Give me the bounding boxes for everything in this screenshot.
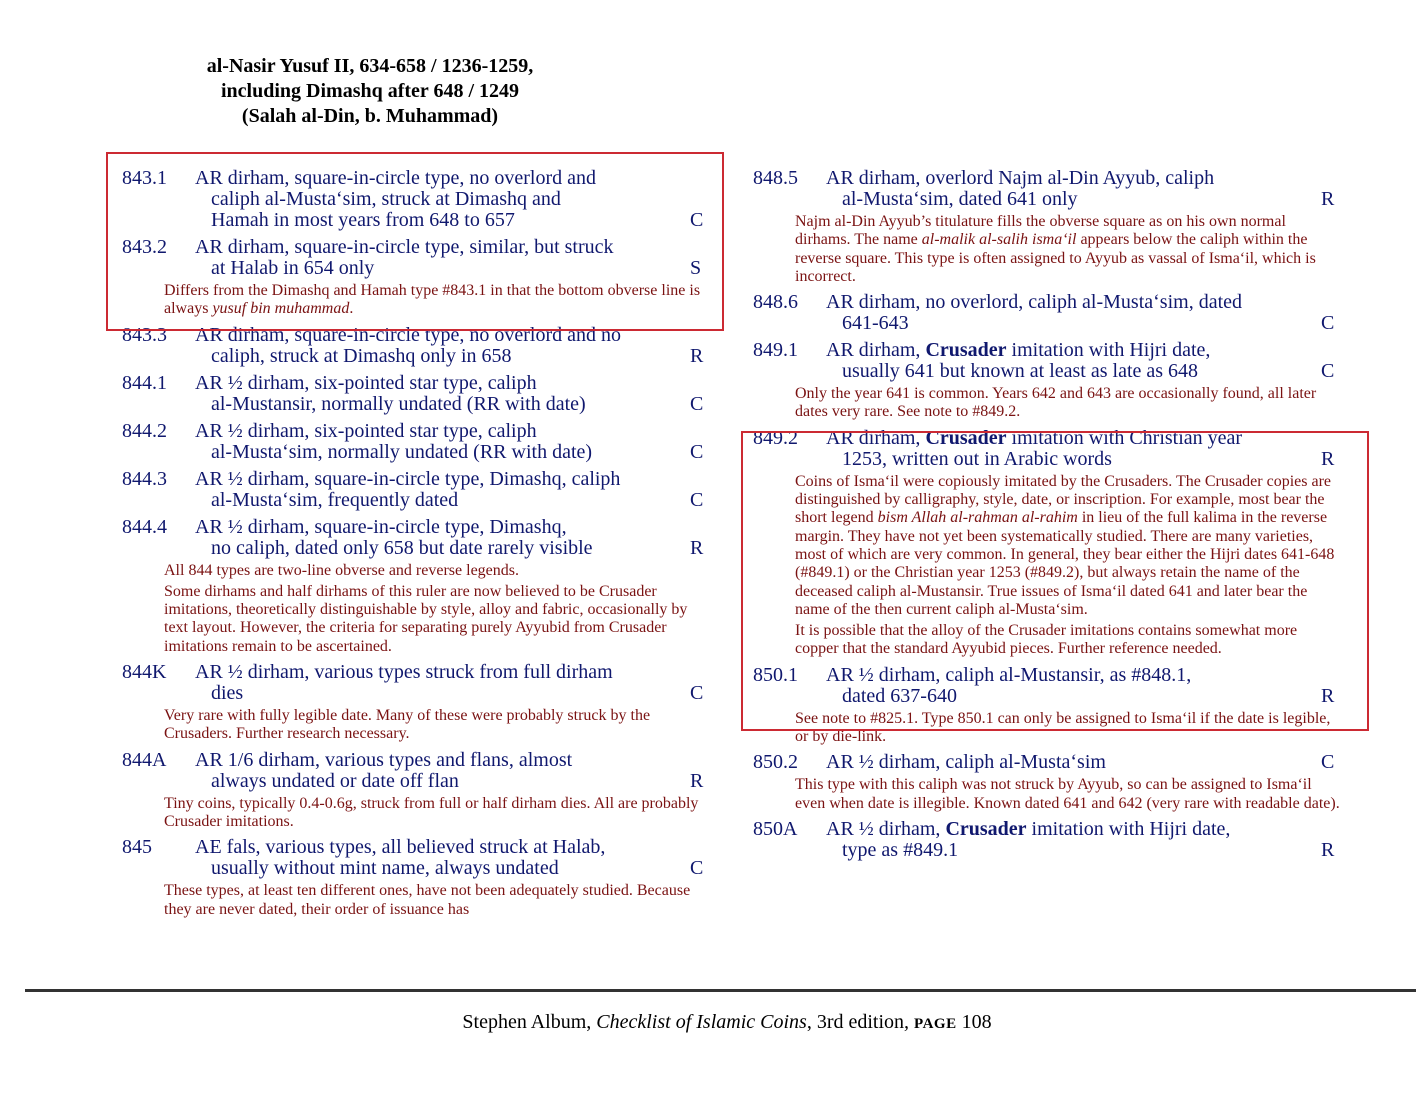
entry-line bbox=[753, 313, 1343, 334]
note-text: in lieu of the full kalima in the reverse margin. They have not yet been systematically studied. There are many varieties, most of which are very common. In general, they bear either the Hijri dates 641-648 (#849.1) or the Christian year 1253 (#849.2), but always retain the name of the deceased caliph al-Mustansir. True issues of Isma‘il dated 641 and later bear the name of the then current caliph al-Musta‘sim. bbox=[795, 509, 1335, 618]
page-header bbox=[150, 54, 590, 129]
entry-line bbox=[122, 189, 712, 210]
rarity-code: R bbox=[1321, 838, 1335, 861]
entry-number: 843.2 bbox=[122, 236, 167, 258]
footer-page-word: PAGE bbox=[914, 1016, 957, 1032]
entry-description: al-Musta‘sim, normally undated (RR with date) bbox=[211, 440, 593, 463]
entry-line bbox=[753, 428, 1343, 449]
note-paragraph bbox=[164, 583, 712, 656]
note-text: Tiny coins, typically 0.4-0.6g, struck from full or half dirham dies. All are probably Crusader imitations. bbox=[164, 794, 699, 830]
entry-line bbox=[122, 517, 712, 538]
rarity-code: R bbox=[1321, 447, 1335, 470]
entry-number: 849.1 bbox=[753, 339, 798, 362]
rarity-code: C bbox=[690, 392, 704, 415]
note-paragraph bbox=[795, 776, 1343, 813]
entry-line bbox=[122, 858, 712, 879]
entry-description: AR ½ dirham, caliph al-Musta‘sim bbox=[826, 751, 1106, 774]
entry-number: 843.1 bbox=[122, 168, 167, 189]
catalog-entry bbox=[122, 517, 712, 656]
footer-rule bbox=[25, 989, 1416, 992]
entry-note bbox=[795, 213, 1343, 286]
catalog-entry bbox=[753, 665, 1343, 747]
entry-line bbox=[122, 373, 712, 394]
header-line-3: (Salah al-Din, b. Muhammad) bbox=[241, 105, 499, 127]
entry-description-part: AR dirham, bbox=[826, 426, 926, 449]
catalog-entry bbox=[753, 819, 1343, 861]
entry-line bbox=[122, 538, 712, 559]
footer-comma: , bbox=[904, 1011, 910, 1033]
entry-description: al-Musta‘sim, dated 641 only bbox=[842, 188, 1078, 210]
catalog-entry bbox=[753, 168, 1343, 286]
entry-number: 845 bbox=[122, 836, 152, 859]
note-paragraph bbox=[795, 710, 1343, 747]
entry-description: AE fals, various types, all believed struck at Halab, bbox=[195, 836, 606, 859]
entry-description: 1253, written out in Arabic words bbox=[842, 447, 1112, 470]
entry-description: AR ½ dirham, square-in-circle type, Dimashq, caliph bbox=[195, 467, 621, 490]
note-text: All 844 types are two-line obverse and reverse legends. bbox=[164, 561, 519, 579]
entry-description: dies bbox=[211, 682, 244, 705]
rarity-code: R bbox=[690, 344, 704, 367]
entry-line bbox=[753, 686, 1343, 707]
note-paragraph bbox=[164, 562, 712, 580]
note-text: Some dirhams and half dirhams of this ruler are now believed to be Crusader imitations, theoretically distinguishable by style, alloy and fabric, occasionally by text layout. However, the criteria for separating purely Ayyubid from Crusader imitations remain to be ascertained. bbox=[164, 582, 688, 655]
header-line-2: including Dimashq after 648 / 1249 bbox=[221, 80, 519, 102]
entry-description: at Halab in 654 only bbox=[211, 257, 375, 279]
note-paragraph bbox=[795, 473, 1343, 619]
note-text: Only the year 641 is common. Years 642 and 643 are occasionally found, all later dates very rare. See note to #849.2. bbox=[795, 385, 1317, 421]
entry-line bbox=[753, 292, 1343, 313]
entry-line bbox=[122, 771, 712, 792]
entry-line bbox=[122, 683, 712, 704]
entry-description bbox=[753, 428, 1343, 449]
page-footer bbox=[0, 1011, 1416, 1034]
header-line-1: al-Nasir Yusuf II, 634-658 / 1236-1259, bbox=[206, 55, 534, 77]
entry-note bbox=[164, 795, 712, 832]
note-text: These types, at least ten different ones, have not been adequately studied. Because they are never dated, their order of issuance has bbox=[164, 882, 691, 918]
entry-description: Hamah in most years from 648 to 657 bbox=[211, 209, 515, 231]
entry-description: AR dirham, overlord Najm al-Din Ayyub, caliph bbox=[826, 167, 1215, 189]
entry-number: 844A bbox=[122, 748, 167, 771]
catalog-entry bbox=[122, 168, 712, 231]
entry-line bbox=[122, 210, 712, 231]
note-text: . bbox=[349, 300, 354, 318]
rarity-code: C bbox=[690, 440, 704, 463]
entry-note bbox=[164, 707, 712, 744]
catalog-entry bbox=[122, 662, 712, 744]
note-paragraph bbox=[164, 282, 712, 319]
catalog-entry bbox=[753, 752, 1343, 813]
entry-number: 850.2 bbox=[753, 751, 798, 774]
entry-description: 641-643 bbox=[842, 312, 909, 335]
entry-line bbox=[753, 819, 1343, 840]
note-text: Coins of Isma‘il were copiously imitated by the Crusaders. The Crusader copies are distinguished by calligraphy, style, date, or inscription. For example, most bear the short legend bbox=[795, 472, 1332, 527]
right-column bbox=[753, 168, 1343, 867]
entry-number: 848.6 bbox=[753, 291, 798, 314]
catalog-entry bbox=[122, 325, 712, 367]
note-paragraph bbox=[164, 707, 712, 744]
entry-note bbox=[164, 282, 712, 319]
rarity-code: C bbox=[1321, 312, 1335, 335]
entry-description-part: Crusader bbox=[925, 426, 1007, 449]
entry-description-part: imitation with Christian year bbox=[1006, 426, 1243, 449]
entry-line bbox=[753, 665, 1343, 686]
note-text: Differs from the Dimashq and Hamah type #843.1 in that the bottom obverse line is always bbox=[164, 282, 701, 318]
entry-description: always undated or date off flan bbox=[211, 769, 459, 792]
rarity-code: R bbox=[1321, 684, 1335, 707]
entry-number: 850A bbox=[753, 817, 798, 840]
note-text: Najm al-Din Ayyub’s titulature fills the obverse square as on his own normal dirhams. The name bbox=[795, 213, 1286, 249]
note-text: See note to #825.1. Type 850.1 can only be assigned to Isma‘il if the date is legible, or by die-link. bbox=[795, 709, 1331, 746]
entry-description: caliph, struck at Dimashq only in 658 bbox=[211, 344, 512, 367]
rarity-code: S bbox=[690, 257, 702, 279]
note-paragraph bbox=[795, 213, 1343, 286]
catalog-entry bbox=[753, 340, 1343, 422]
entry-description bbox=[753, 340, 1343, 361]
entry-description: AR dirham, no overlord, caliph al-Musta‘sim, dated bbox=[826, 291, 1243, 314]
entry-line bbox=[122, 346, 712, 367]
entry-line bbox=[122, 168, 712, 189]
entry-line bbox=[753, 840, 1343, 861]
entry-number: 844.4 bbox=[122, 515, 167, 538]
entry-description: caliph al-Musta‘sim, struck at Dimashq and bbox=[211, 188, 561, 210]
entry-line bbox=[753, 361, 1343, 382]
rarity-code: C bbox=[690, 682, 704, 705]
rarity-code: C bbox=[690, 857, 704, 880]
catalog-entry bbox=[122, 237, 712, 319]
left-column bbox=[122, 168, 712, 963]
footer-title: Checklist of Islamic Coins bbox=[596, 1011, 807, 1033]
entry-line bbox=[122, 442, 712, 463]
entry-line bbox=[753, 752, 1343, 773]
note-text: It is possible that the alloy of the Crusader imitations contains somewhat more copper that the standard Ayyubid pieces. Further reference needed. bbox=[795, 622, 1298, 658]
entry-line bbox=[122, 237, 712, 258]
rarity-code: C bbox=[1321, 360, 1335, 383]
entry-description-part: AR ½ dirham, bbox=[826, 817, 946, 840]
entry-note bbox=[795, 473, 1343, 659]
entry-line bbox=[753, 168, 1343, 189]
catalog-entry bbox=[753, 292, 1343, 334]
entry-description: AR ½ dirham, caliph al-Mustansir, as #848.1, bbox=[826, 663, 1192, 686]
entry-line bbox=[122, 325, 712, 346]
catalog-entry bbox=[122, 421, 712, 463]
entry-line bbox=[753, 340, 1343, 361]
entry-line bbox=[122, 490, 712, 511]
entry-description: dated 637-640 bbox=[842, 684, 957, 707]
entry-description: AR ½ dirham, various types struck from full dirham bbox=[195, 661, 613, 684]
entry-description-part: Crusader bbox=[925, 339, 1007, 362]
entry-note bbox=[795, 385, 1343, 422]
rarity-code: C bbox=[690, 488, 704, 511]
entry-line bbox=[122, 258, 712, 279]
rarity-code: R bbox=[690, 769, 704, 792]
note-text: al-malik al-salih isma‘il bbox=[921, 231, 1077, 249]
entry-line bbox=[753, 449, 1343, 470]
note-text: yusuf bin muhammad bbox=[212, 300, 350, 318]
entry-description: al-Mustansir, normally undated (RR with date) bbox=[211, 392, 586, 415]
entry-description: AR dirham, square-in-circle type, similar, but struck bbox=[195, 236, 614, 258]
footer-page-number: 108 bbox=[961, 1011, 992, 1033]
catalog-entry bbox=[122, 837, 712, 919]
catalog-entry bbox=[122, 373, 712, 415]
entry-line bbox=[122, 662, 712, 683]
entry-note bbox=[164, 882, 712, 919]
entry-description: AR ½ dirham, six-pointed star type, caliph bbox=[195, 419, 537, 442]
entry-description-part: imitation with Hijri date, bbox=[1006, 339, 1211, 362]
entry-number: 843.3 bbox=[122, 323, 167, 346]
footer-edition: , 3rd edition bbox=[806, 1011, 905, 1033]
entry-description: AR 1/6 dirham, various types and flans, almost bbox=[195, 748, 573, 771]
entry-description: usually 641 but known at least as late as 648 bbox=[842, 360, 1199, 383]
note-text: Very rare with fully legible date. Many of these were probably struck by the Crusaders. Further research necessary. bbox=[164, 707, 651, 743]
entry-line bbox=[122, 469, 712, 490]
entry-line bbox=[122, 750, 712, 771]
entry-number: 849.2 bbox=[753, 426, 798, 449]
entry-description: al-Musta‘sim, frequently dated bbox=[211, 488, 459, 511]
catalog-entry bbox=[122, 750, 712, 832]
catalog-entry bbox=[753, 428, 1343, 659]
entry-description: type as #849.1 bbox=[842, 838, 959, 861]
entry-description-part: AR dirham, bbox=[826, 339, 926, 362]
rarity-code: R bbox=[1321, 188, 1335, 210]
entry-number: 844.3 bbox=[122, 467, 167, 490]
entry-line bbox=[122, 837, 712, 858]
entry-number: 844.2 bbox=[122, 419, 167, 442]
catalog-entry bbox=[122, 469, 712, 511]
note-paragraph bbox=[164, 882, 712, 919]
note-paragraph bbox=[164, 795, 712, 832]
note-paragraph bbox=[795, 622, 1343, 659]
entry-description: AR dirham, square-in-circle type, no overlord and bbox=[195, 168, 596, 189]
note-text: This type with this caliph was not struck by Ayyub, so can be assigned to Isma‘il even when date is illegible. Known dated 641 and 642 (very rare with readable date). bbox=[795, 776, 1340, 812]
entry-number: 848.5 bbox=[753, 167, 798, 189]
entry-description: usually without mint name, always undated bbox=[211, 857, 559, 880]
entry-line bbox=[122, 421, 712, 442]
entry-description: AR ½ dirham, six-pointed star type, caliph bbox=[195, 371, 537, 394]
entry-number: 850.1 bbox=[753, 663, 798, 686]
entry-note bbox=[795, 710, 1343, 747]
note-text: bism Allah al-rahman al-rahim bbox=[877, 509, 1078, 527]
entry-description bbox=[753, 819, 1343, 840]
entry-description-part: imitation with Hijri date, bbox=[1026, 817, 1231, 840]
note-paragraph bbox=[795, 385, 1343, 422]
rarity-code: C bbox=[690, 209, 704, 231]
rarity-code: C bbox=[1321, 751, 1335, 774]
entry-note bbox=[795, 776, 1343, 813]
entry-description: no caliph, dated only 658 but date rarely visible bbox=[211, 536, 593, 559]
entry-number: 844K bbox=[122, 661, 167, 684]
rarity-code: R bbox=[690, 536, 704, 559]
entry-line bbox=[753, 189, 1343, 210]
entry-number: 844.1 bbox=[122, 371, 167, 394]
note-text: appears below the caliph within the reverse square. This type is often assigned to Ayyub as vassal of Isma‘il, which is incorrect. bbox=[795, 231, 1316, 285]
entry-note bbox=[164, 562, 712, 656]
entry-description: AR ½ dirham, square-in-circle type, Dimashq, bbox=[195, 515, 567, 538]
entry-line bbox=[122, 394, 712, 415]
entry-description: AR dirham, square-in-circle type, no overlord and no bbox=[195, 323, 621, 346]
footer-author: Stephen Album, bbox=[462, 1011, 597, 1033]
entry-description-part: Crusader bbox=[945, 817, 1027, 840]
